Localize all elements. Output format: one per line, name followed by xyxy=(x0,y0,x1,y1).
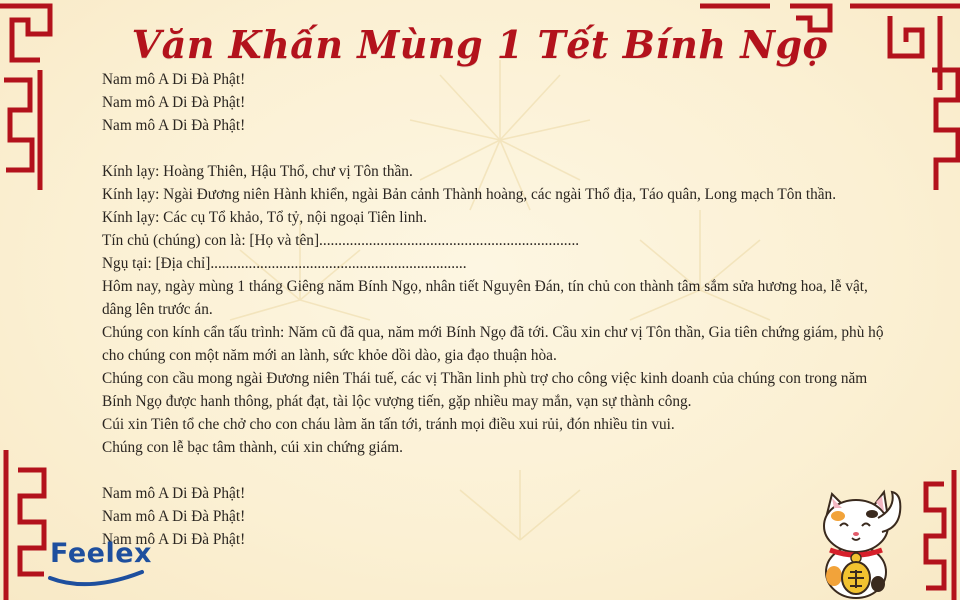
prayer-paragraph: Chúng con kính cẩn tấu trình: Năm cũ đã qua, năm mới Bính Ngọ đã tới. Cầu xin chư vị Tôn thần, Gia tiên chứng giám, phù hộ cho chúng con một năm mới an lành, sức khỏe dồi dào, gia đạo thuận hòa. xyxy=(102,324,884,364)
prayer-paragraph: Kính lạy: Các cụ Tổ khảo, Tổ tỷ, nội ngoại Tiên linh. xyxy=(102,209,427,226)
prayer-text xyxy=(102,68,892,551)
closing-line: Nam mô A Di Đà Phật! xyxy=(102,485,246,502)
prayer-paragraph: Kính lạy: Ngài Đương niên Hành khiển, ngài Bản cảnh Thành hoàng, các ngài Thổ địa, Táo quân, Long mạch Tôn thần. xyxy=(102,186,837,203)
lucky-cat-icon xyxy=(812,488,902,600)
opening-line: Nam mô A Di Đà Phật! xyxy=(102,71,246,88)
spacer xyxy=(102,137,892,160)
closing-line: Nam mô A Di Đà Phật! xyxy=(102,508,246,525)
prayer-paragraph: Chúng con lễ bạc tâm thành, cúi xin chứng giám. xyxy=(102,439,403,456)
prayer-paragraph: Hôm nay, ngày mùng 1 tháng Giêng năm Bính Ngọ, nhân tiết Nguyên Đán, tín chủ con thành tâm sắm sửa hương hoa, lễ vật, dâng lên trước án. xyxy=(102,278,868,318)
logo-swoosh-icon xyxy=(46,568,146,588)
opening-line: Nam mô A Di Đà Phật! xyxy=(102,117,246,134)
prayer-paragraph: Tín chủ (chúng) con là: [Họ và tên].................................................................... xyxy=(102,232,580,249)
closing-line: Nam mô A Di Đà Phật! xyxy=(102,531,246,548)
spacer xyxy=(102,459,892,482)
opening-line: Nam mô A Di Đà Phật! xyxy=(102,94,246,111)
prayer-paragraph: Cúi xin Tiên tổ che chở cho con cháu làm ăn tấn tới, tránh mọi điều xui rủi, đón nhiều tin vui. xyxy=(102,416,675,433)
corner-pattern-bottom-right xyxy=(920,470,960,600)
brand-logo: Feelex xyxy=(50,538,152,569)
prayer-paragraph: Kính lạy: Hoàng Thiên, Hậu Thổ, chư vị Tôn thần. xyxy=(102,163,413,180)
prayer-paragraph: Chúng con cầu mong ngài Đương niên Thái tuế, các vị Thần linh phù trợ cho công việc kinh doanh của chúng con trong năm Bính Ngọ được hanh thông, phát đạt, tài lộc vượng tiến, gặp nhiều may mắn, vạn sự thành công. xyxy=(102,370,868,410)
prayer-paragraph: Ngụ tại: [Địa chỉ]................................................................... xyxy=(102,255,467,272)
page-title: Văn Khấn Mùng 1 Tết Bính Ngọ xyxy=(131,22,829,67)
